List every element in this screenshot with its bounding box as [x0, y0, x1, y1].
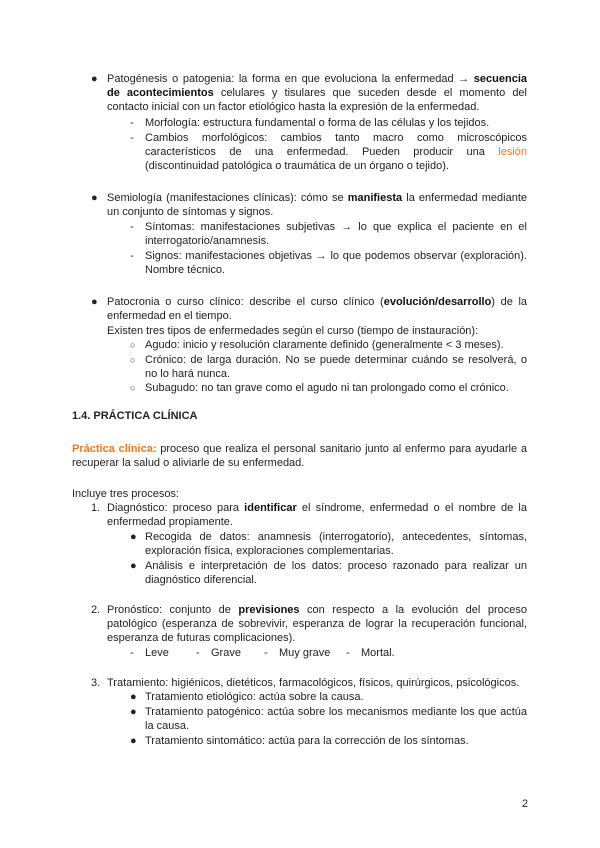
page-number: 2: [521, 798, 528, 810]
bullet-icon: ●: [130, 560, 137, 572]
semiologia-line-2: un conjunto de síntomas y signos.: [107, 206, 274, 218]
pronostico-line-2: patológico (esperanza de sobrevivir, esperanza de lograr la recuperación funcional,: [107, 618, 527, 630]
patocronia-line-2: enfermedad en el tiempo.: [107, 310, 232, 322]
patogenico-line-2: la causa.: [145, 720, 190, 732]
level-item: Mortal.: [361, 647, 395, 659]
circle-icon: ○: [130, 340, 136, 350]
sintomatico-item: Tratamiento sintomático: actúa para la corrección de los síntomas.: [145, 735, 469, 747]
level-item: Grave: [211, 647, 241, 659]
patocronia-line-1: Patocronia o curso clínico: describe el curso clínico (evolución/desarrollo) de la: [107, 296, 528, 308]
dash-icon: -: [130, 221, 134, 233]
list-number: 3.: [91, 677, 101, 689]
diagnostico-line-1: Diagnóstico: proceso para identificar el síndrome, enfermedad o el nombre de la: [107, 502, 527, 514]
level-item: Leve: [145, 647, 169, 659]
analisis-line-1: Análisis e interpretación de los datos: proceso razonado para realizar un: [145, 560, 527, 572]
circle-icon: ○: [130, 383, 136, 393]
subagudo-item: Subagudo: no tan grave como el agudo ni tan prolongado como el crónico.: [145, 382, 509, 394]
circle-icon: ○: [130, 355, 136, 365]
dash-icon: -: [130, 647, 134, 659]
semiologia-line-1: Semiología (manifestaciones clínicas): cómo se manifiesta la enfermedad mediante: [107, 192, 527, 204]
cambios-line-2: característicos de una enfermedad. Pueden producir una lesión: [145, 146, 527, 158]
list-number: 2.: [91, 604, 101, 616]
analisis-line-2: diagnóstico diferencial.: [145, 574, 257, 586]
patogenesis-line-1: Patogénesis o patogenia: la forma en que evoluciona la enfermedad → secuencia: [107, 73, 527, 85]
intro-text: Incluye tres procesos:: [72, 488, 179, 500]
bullet-icon: ●: [91, 296, 98, 308]
section-heading: 1.4. PRÁCTICA CLÍNICA: [72, 410, 198, 422]
definition-line-2: recuperar la salud o aliviarle de su enfermedad.: [72, 457, 305, 469]
patogenesis-line-2: de acontecimientos celulares y tisulares que suceden desde el momento del: [107, 87, 527, 99]
recogida-line-1: Recogida de datos: anamnesis (interrogatorio), antecedentes, síntomas,: [145, 531, 527, 543]
sintomas-line-2: interrogatorio/anamnesis.: [145, 235, 270, 247]
bullet-icon: ●: [130, 691, 137, 703]
sintomas-line-1: Síntomas: manifestaciones subjetivas → lo que explica el paciente en el: [145, 221, 527, 233]
dash-icon: -: [346, 647, 350, 659]
cronico-line-1: Crónico: de larga duración. No se puede determinar cuándo se resolverá, o: [145, 354, 527, 366]
dash-icon: -: [264, 647, 268, 659]
patogenico-line-1: Tratamiento patogénico: actúa sobre los mecanismos mediante los que actúa: [145, 706, 527, 718]
dash-icon: -: [130, 117, 134, 129]
dash-icon: -: [196, 647, 200, 659]
recogida-line-2: exploración física, exploraciones complementarias.: [145, 545, 394, 557]
cambios-line-1: Cambios morfológicos: cambios tanto macro como microscópicos: [145, 132, 527, 144]
bullet-icon: ●: [91, 192, 98, 204]
signos-line-1: Signos: manifestaciones objetivas → lo que podemos observar (exploración).: [145, 250, 527, 262]
level-item: Muy grave: [279, 647, 331, 659]
cronico-line-2: no lo hará nunca.: [145, 368, 231, 380]
etiologico-item: Tratamiento etiológico: actúa sobre la causa.: [145, 691, 364, 703]
diagnostico-line-2: enfermedad propiamente.: [107, 516, 233, 528]
bullet-icon: ●: [91, 73, 98, 85]
dash-icon: -: [130, 250, 134, 262]
definition-line-1: Práctica clínica: proceso que realiza el personal sanitario junto al enfermo para ayudarle a: [72, 443, 527, 455]
bullet-icon: ●: [130, 735, 137, 747]
pronostico-line-1: Pronóstico: conjunto de previsiones con respecto a la evolución del proceso: [107, 604, 527, 616]
list-number: 1.: [91, 502, 101, 514]
pronostico-line-3: esperanza de futuras complicaciones).: [107, 632, 296, 644]
tratamiento-line-1: Tratamiento: higiénicos, dietéticos, farmacológicos, físicos, quirúrgicos, psicológicos.: [107, 677, 520, 689]
patogenesis-line-3: contacto inicial con un factor etiológico hasta la expresión de la enfermedad.: [107, 101, 480, 113]
cambios-line-3: (discontinuidad patológica o traumática de un órgano o tejido).: [145, 160, 449, 172]
signos-line-2: Nombre técnico.: [145, 264, 226, 276]
morfologia-item: Morfología: estructura fundamental o forma de las células y los tejidos.: [145, 117, 490, 129]
patocronia-line-3: Existen tres tipos de enfermedades según el curso (tiempo de instauración):: [107, 325, 479, 337]
agudo-item: Agudo: inicio y resolución claramente definido (generalmente < 3 meses).: [145, 339, 504, 351]
bullet-icon: ●: [130, 531, 137, 543]
dash-icon: -: [130, 132, 134, 144]
bullet-icon: ●: [130, 706, 137, 718]
